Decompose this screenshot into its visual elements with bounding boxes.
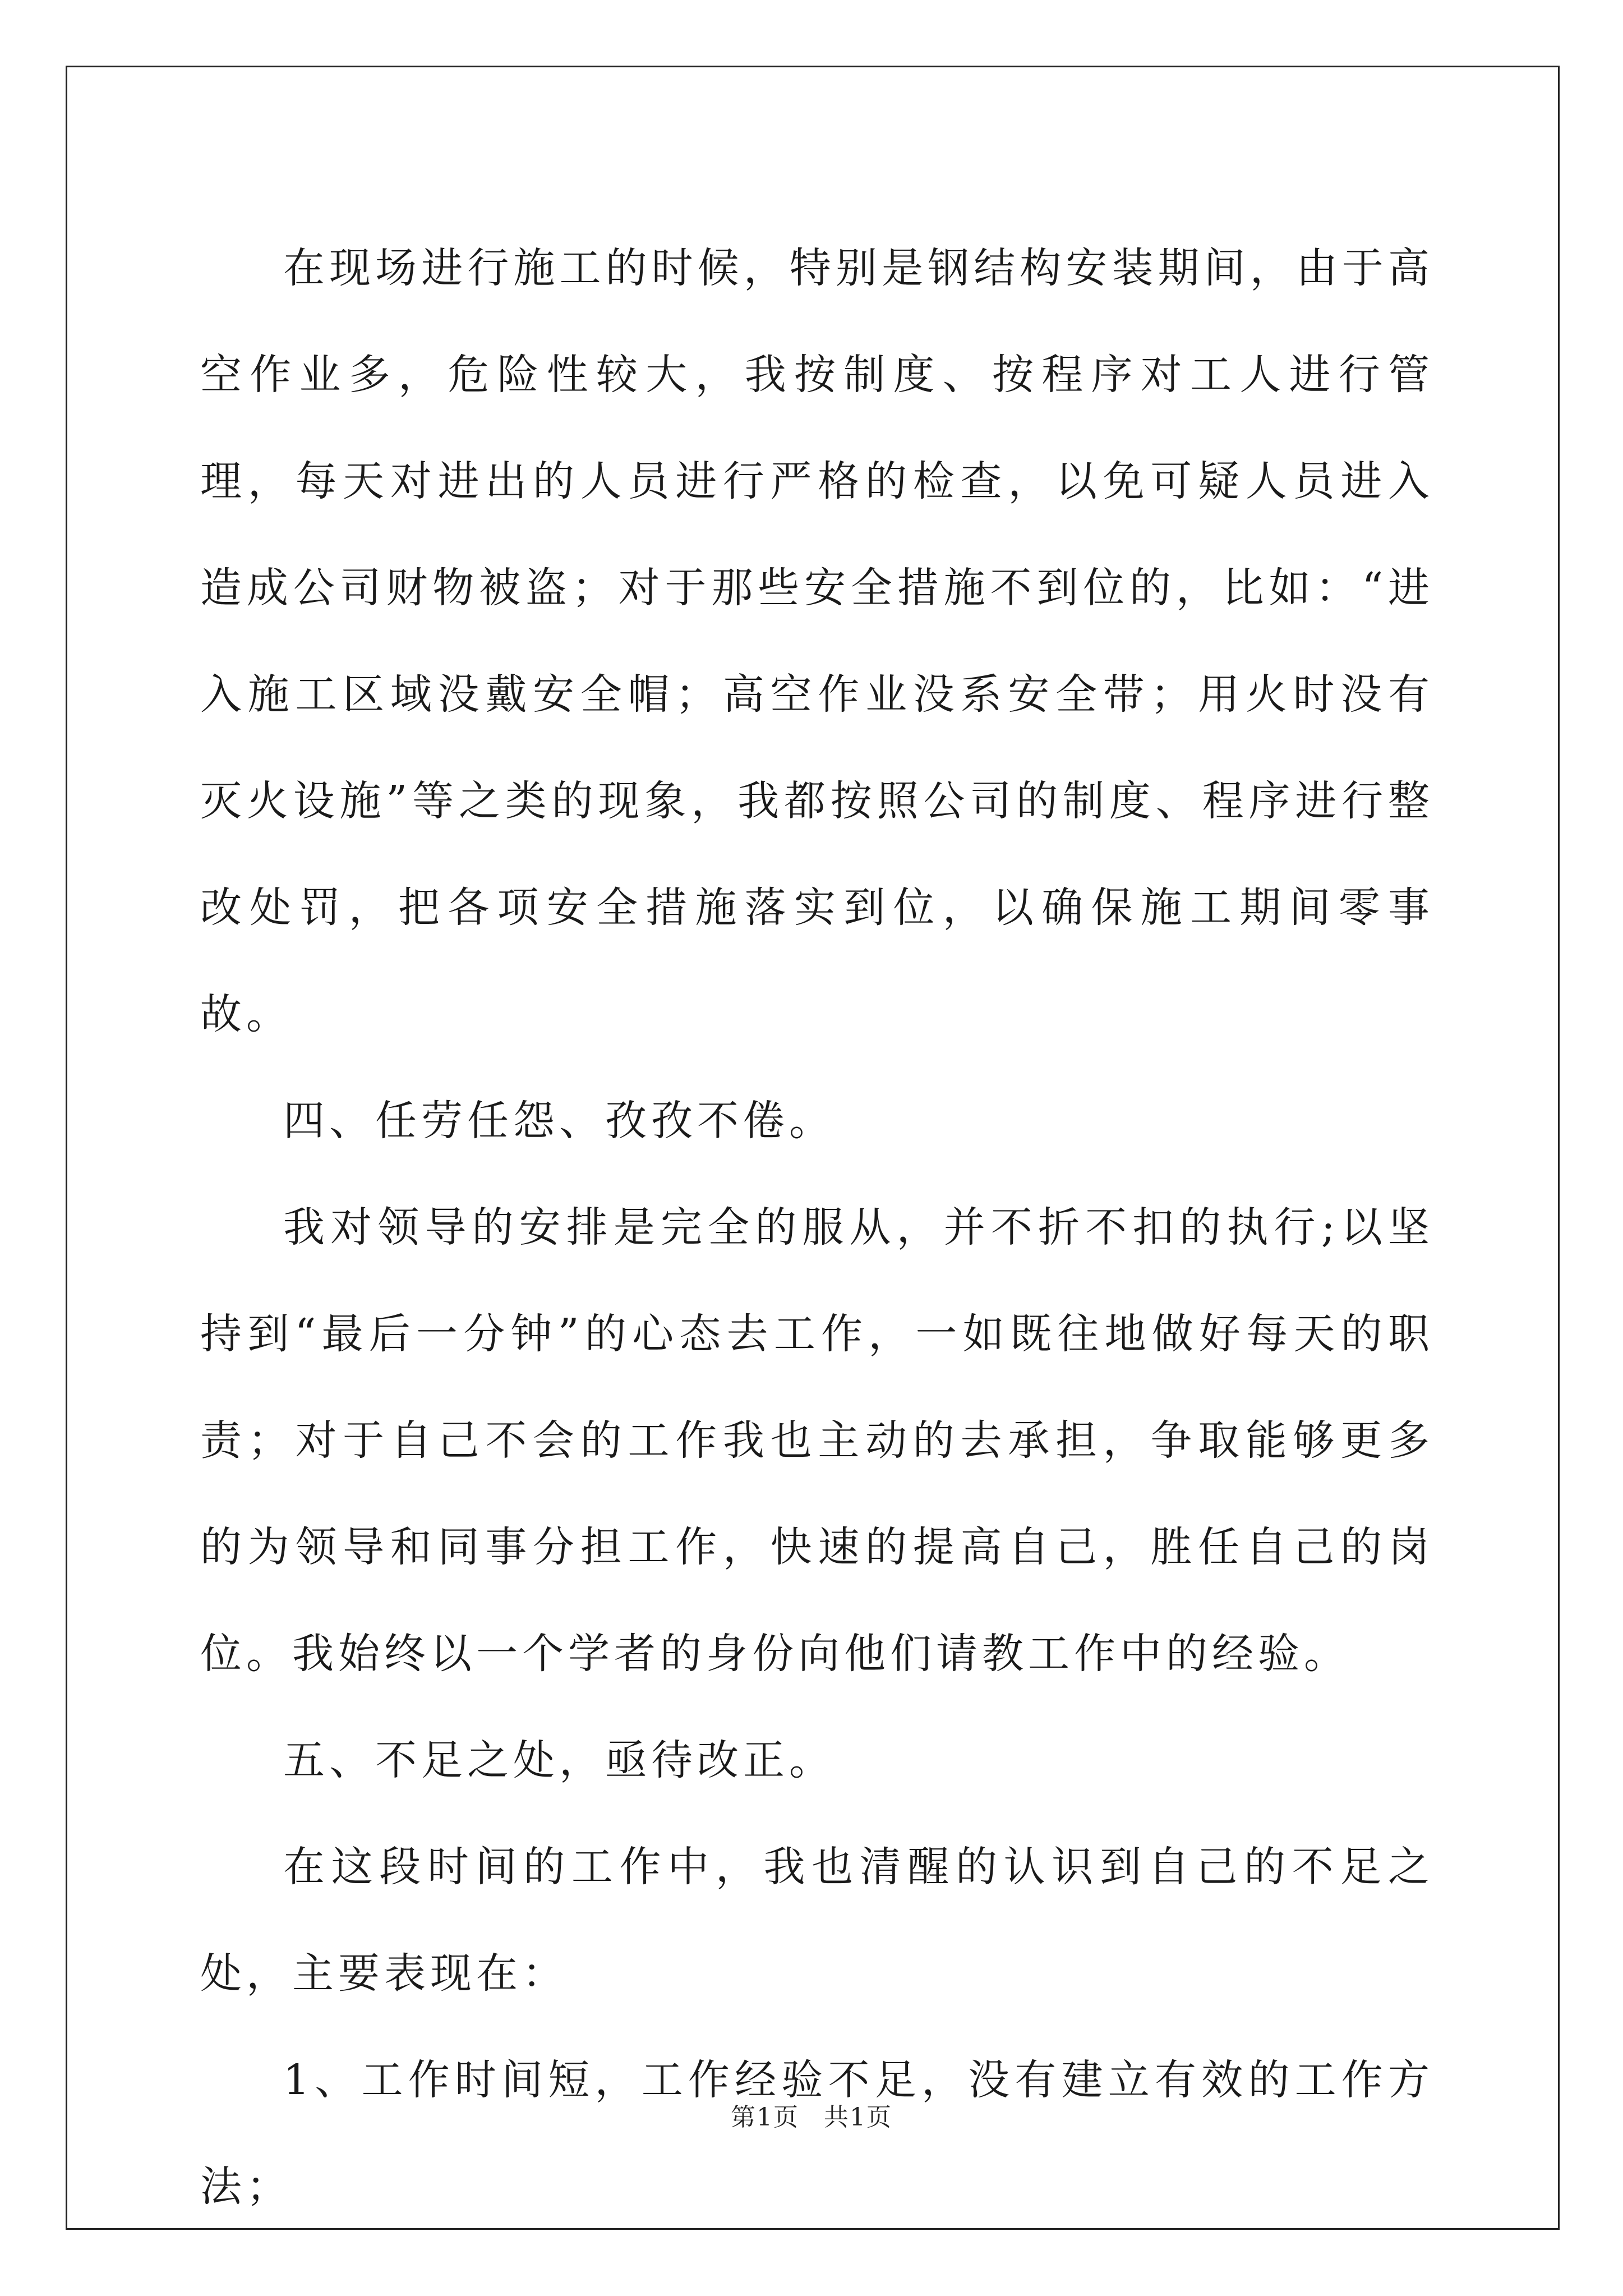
document-body xyxy=(200,215,1434,2240)
paragraph: 我对领导的安排是完全的服从，并不折不扣的执行;以坚持到“最后一分钟”的心态去工作，一如既往地做好每天的职责；对于自己不会的工作我也主动的去承担，争取能够更多的为领导和同事分担工作，快速的提高自己，胜任自己的岗位。我始终以一个学者的身份向他们请教工作中的经验。 xyxy=(200,1203,1434,1678)
list-item: 1、工作时间短，工作经验不足，没有建立有效的工作方法； xyxy=(200,2056,1434,2211)
section-heading: 四、任劳任怨、孜孜不倦。 xyxy=(283,1097,835,1145)
section-heading: 五、不足之处，亟待改正。 xyxy=(283,1736,835,1784)
page-footer xyxy=(0,2097,1623,2133)
page-total: 共1页 xyxy=(824,2103,892,2132)
paragraph: 在现场进行施工的时候，特别是钢结构安装期间，由于高空作业多，危险性较大，我按制度、按程序对工人进行管理，每天对进出的人员进行严格的检查，以免可疑人员进入造成公司财物被盗；对于那些安全措施不到位的，比如：“进入施工区域没戴安全帽；高空作业没系安全带；用火时没有灭火设施”等之类的现象，我都按照公司的制度、程序进行整改处罚，把各项安全措施落实到位，以确保施工期间零事故。 xyxy=(200,244,1434,1038)
paragraph: 在这段时间的工作中，我也清醒的认识到自己的不足之处，主要表现在： xyxy=(200,1843,1434,1998)
page-number: 第1页 xyxy=(731,2103,799,2132)
